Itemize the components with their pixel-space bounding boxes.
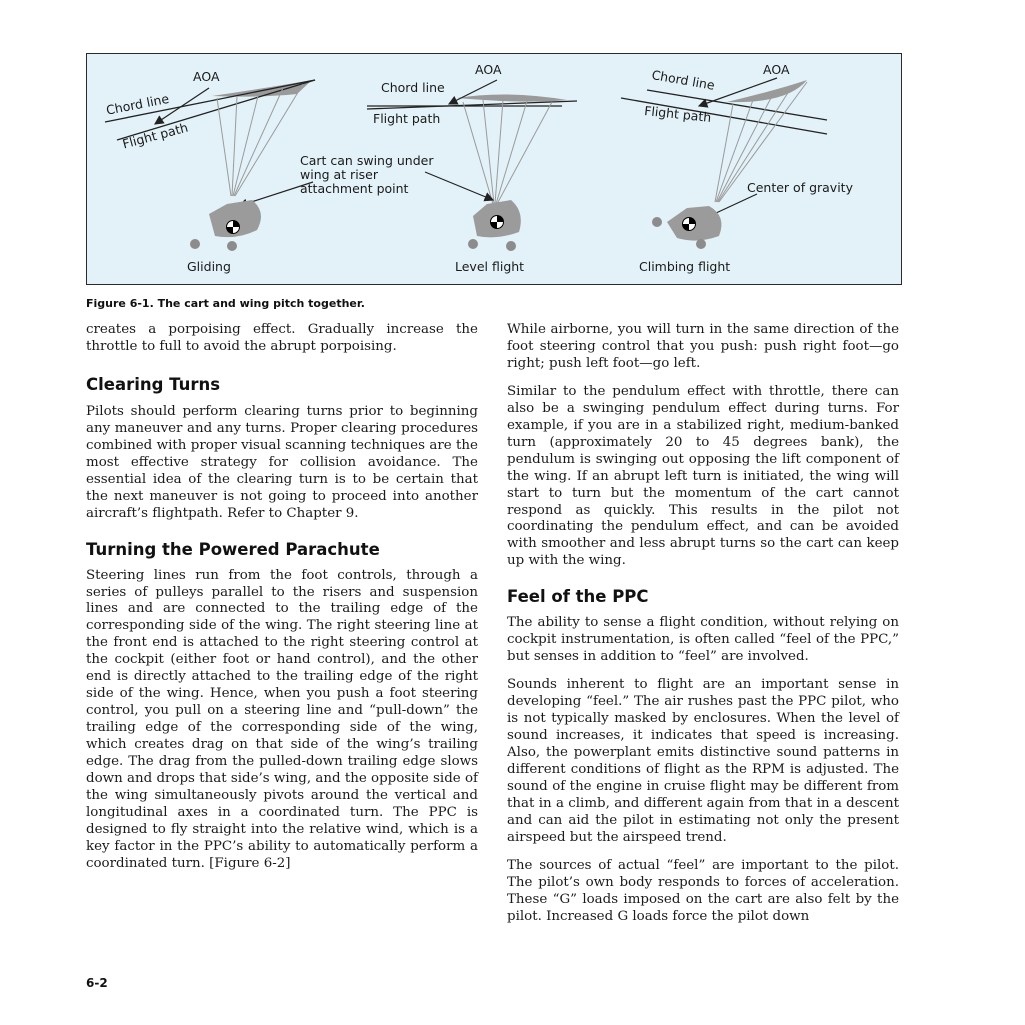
center-of-gravity-label: Center of gravity xyxy=(747,180,853,195)
left-column xyxy=(86,322,478,873)
heading-clearing-turns: Clearing Turns xyxy=(86,374,221,394)
climbing-flight-label: Climbing flight xyxy=(639,259,731,274)
chord-line-label-left: Chord line xyxy=(104,90,171,118)
paragraph-steering-lines: Steering lines run from the foot controls, through a series of pulleys parallel to the risers and suspension lines and are connected to the trailing edge of the corresponding side of the wing. The right steering line at the front end is attached to the right steering control at the cockpit (either foot or hand control), and the other end is directly attached to the trailing edge of the right side of the wing. Hence, when you push a foot steering control, you pull on a steering line and “pull-down” the trailing edge of the corresponding side of the wing, which creates drag on that side of the wing’s trailing edge. The drag from the pulled-down trailing edge slows down and drops that side’s wing, and the opposite side of the wing simultaneously pivots around the vertical and longitudinal axes in a coordinated turn. The PPC is designed to fly straight into the relative wind, which is a key factor in the PPC’s ability to automatically perform a coordinated turn. [Figure 6-2] xyxy=(86,567,478,871)
figure-caption: Figure 6-1. The cart and wing pitch together. xyxy=(86,297,365,310)
flight-path-label-left: Flight path xyxy=(120,119,190,152)
paragraph-clearing-turns: Pilots should perform clearing turns prior to beginning any maneuver and any turns. Proper clearing procedures combined with proper visual scanning techniques are the most effective strategy for collision avoidance. The essential idea of the clearing turn is to be certain that the next maneuver is not going to proceed into another aircraft’s flightpath. Refer to Chapter 9. xyxy=(86,403,478,521)
page-number: 6-2 xyxy=(86,976,108,990)
heading-feel-of-ppc: Feel of the PPC xyxy=(507,587,649,607)
gliding-label: Gliding xyxy=(187,259,231,274)
figure-illustration xyxy=(87,54,902,285)
cart-swing-label: Cart can swing under wing at riser attachment point xyxy=(300,153,434,196)
flight-path-label-right: Flight path xyxy=(643,103,713,125)
paragraph-pendulum: Similar to the pendulum effect with throttle, there can also be a swinging pendulum effect during turns. For example, if you are in a stabilized right, medium-banked turn (approximately 20 to 45 degrees bank), the pendulum is swinging out opposing the lift component of the wing. If an abrupt left turn is initiated, the wing will start to turn but the momentum of the cart cannot respond as quickly. This results in the pilot not coordinating the pendulum effect, and can be avoided with smoother and less abrupt turns so the cart can keep up with the wing. xyxy=(507,383,899,569)
aoa-label-right: AOA xyxy=(763,62,790,77)
aoa-label-left: AOA xyxy=(193,69,220,84)
paragraph-airborne: While airborne, you will turn in the same direction of the foot steering control that you push: push right foot—go right; push left foot—go left. xyxy=(507,322,899,371)
level-flight-label: Level flight xyxy=(455,259,525,274)
paragraph-sense-flight: The ability to sense a flight condition, without relying on cockpit instrumentation, is often called “feel of the PPC,” but senses in addition to “feel” are involved. xyxy=(507,615,899,665)
paragraph-sounds: Sounds inherent to flight are an important sense in developing “feel.” The air rushes past the PPC pilot, who is not typically masked by enclosures. When the level of sound increases, it indicates that speed is increasing. Also, the powerplant emits distinctive sound patterns in different conditions of flight as the RPM is adjusted. The sound of the engine in cruise flight may be different from that in a climb, and different again from that in a descent and can aid the pilot in estimating not only the present airspeed but the airspeed trend. xyxy=(507,677,899,845)
chord-line-label-right: Chord line xyxy=(650,67,716,93)
flight-path-label-mid: Flight path xyxy=(373,111,441,126)
aoa-label-mid: AOA xyxy=(475,62,502,77)
chord-line-label-mid: Chord line xyxy=(381,80,445,95)
figure-6-1 xyxy=(86,53,902,285)
right-column xyxy=(507,322,899,926)
paragraph-feel-sources: The sources of actual “feel” are important to the pilot. The pilot’s own body responds to forces of acceleration. These “G” loads imposed on the cart are also felt by the pilot. Increased G loads force the pilot down xyxy=(507,857,899,924)
paragraph-porpoising: creates a porpoising effect. Gradually increase the throttle to full to avoid the abrupt porpoising. xyxy=(86,322,478,354)
heading-turning-ppc: Turning the Powered Parachute xyxy=(86,539,380,559)
